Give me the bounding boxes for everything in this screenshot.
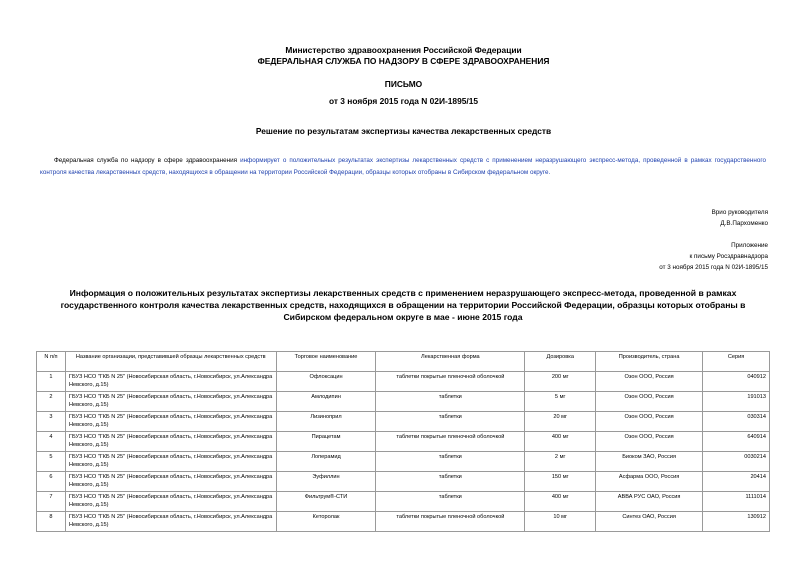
- cell-dose: 20 мг: [525, 412, 596, 432]
- cell-number: 1: [37, 372, 66, 392]
- cell-manufacturer: Озон ООО, Россия: [596, 372, 703, 392]
- cell-trade-name: Кеторолак: [276, 512, 376, 532]
- cell-series: 130912: [703, 512, 770, 532]
- doc-subject: Решение по результатам экспертизы качества лекарственных средств: [255, 126, 552, 136]
- cell-dose: 2 мг: [525, 452, 596, 472]
- signature-block: [712, 207, 768, 229]
- cell-dosage-form: таблетки: [376, 392, 525, 412]
- cell-manufacturer: Озон ООО, Россия: [596, 412, 703, 432]
- cell-series: 1111014: [703, 492, 770, 512]
- appendix-line-2: к письму Росздравнадзора: [689, 253, 768, 260]
- cell-number: 6: [37, 472, 66, 492]
- cell-organization: ГБУЗ НСО "ГКБ N 25" (Новосибирская область, г.Новосибирск, ул.Александра Невского, д.15): [65, 372, 276, 392]
- cell-manufacturer: АВВА РУС ОАО, Россия: [596, 492, 703, 512]
- intro-link-text[interactable]: информирует о положительных результатах экспертизы лекарственных средств с применением неразрушающего экспресс-метода, проведенной в рамках государственного контроля качества лекарственных средств, находящихся в обращении на территории Российской Федерации, образцы которых отобраны в Сибирском федеральном округе.: [40, 157, 767, 176]
- table-row: [37, 492, 770, 512]
- cell-number: 3: [37, 412, 66, 432]
- table-row: [37, 372, 770, 392]
- appendix-line-3: от 3 ноября 2015 года N 02И-1895/15: [659, 264, 768, 271]
- table-row: [37, 512, 770, 532]
- cell-series: 040912: [703, 372, 770, 392]
- signature-name: Д.В.Пархоменко: [720, 220, 768, 227]
- cell-organization: ГБУЗ НСО "ГКБ N 25" (Новосибирская область, г.Новосибирск, ул.Александра Невского, д.15): [65, 412, 276, 432]
- doc-date-number: от 3 ноября 2015 года N 02И-1895/15: [328, 96, 479, 106]
- signature-position: Врио руководителя: [711, 209, 768, 216]
- cell-organization: ГБУЗ НСО "ГКБ N 25" (Новосибирская область, г.Новосибирск, ул.Александра Невского, д.15): [65, 432, 276, 452]
- cell-manufacturer: Озон ООО, Россия: [596, 432, 703, 452]
- col-header-trade-name: Торговое наименование: [276, 352, 376, 372]
- cell-number: 5: [37, 452, 66, 472]
- cell-dosage-form: таблетки: [376, 452, 525, 472]
- cell-series: 20414: [703, 472, 770, 492]
- cell-manufacturer: Синтез ОАО, Россия: [596, 512, 703, 532]
- cell-trade-name: Амлодипин: [276, 392, 376, 412]
- cell-dose: 150 мг: [525, 472, 596, 492]
- appendix-block: [659, 240, 768, 273]
- cell-trade-name: Лоперамид: [276, 452, 376, 472]
- col-header-manufacturer: Производитель, страна: [596, 352, 703, 372]
- appendix-line-1: Приложение: [731, 242, 768, 249]
- cell-manufacturer: Биоком ЗАО, Россия: [596, 452, 703, 472]
- cell-dose: 10 мг: [525, 512, 596, 532]
- cell-manufacturer: Озон ООО, Россия: [596, 392, 703, 412]
- cell-number: 2: [37, 392, 66, 412]
- table-row: [37, 412, 770, 432]
- cell-number: 8: [37, 512, 66, 532]
- cell-trade-name: Лизиноприл: [276, 412, 376, 432]
- cell-manufacturer: Асфарма ООО, Россия: [596, 472, 703, 492]
- cell-organization: ГБУЗ НСО "ГКБ N 25" (Новосибирская область, г.Новосибирск, ул.Александра Невского, д.15): [65, 452, 276, 472]
- cell-dose: 400 мг: [525, 492, 596, 512]
- table-header-row: [37, 352, 770, 372]
- cell-organization: ГБУЗ НСО "ГКБ N 25" (Новосибирская область, г.Новосибирск, ул.Александра Невского, д.15): [65, 392, 276, 412]
- col-header-series: Серия: [703, 352, 770, 372]
- cell-series: 0030214: [703, 452, 770, 472]
- cell-series: 030314: [703, 412, 770, 432]
- cell-dose: 5 мг: [525, 392, 596, 412]
- col-header-dose: Дозировка: [525, 352, 596, 372]
- cell-dosage-form: таблетки покрытые пленочной оболочкой: [376, 432, 525, 452]
- table-row: [37, 392, 770, 412]
- cell-dosage-form: таблетки: [376, 492, 525, 512]
- cell-dosage-form: таблетки покрытые пленочной оболочкой: [376, 512, 525, 532]
- cell-trade-name: Эуфиллин: [276, 472, 376, 492]
- cell-organization: ГБУЗ НСО "ГКБ N 25" (Новосибирская область, г.Новосибирск, ул.Александра Невского, д.15): [65, 472, 276, 492]
- table-row: [37, 432, 770, 452]
- cell-series: 191013: [703, 392, 770, 412]
- doc-type-heading: ПИСЬМО: [384, 79, 423, 89]
- table-row: [37, 452, 770, 472]
- intro-plain-text: Федеральная служба по надзору в сфере здравоохранения: [54, 157, 241, 164]
- cell-trade-name: Офлоксацин: [276, 372, 376, 392]
- cell-number: 4: [37, 432, 66, 452]
- cell-organization: ГБУЗ НСО "ГКБ N 25" (Новосибирская область, г.Новосибирск, ул.Александра Невского, д.15): [65, 492, 276, 512]
- cell-series: 640914: [703, 432, 770, 452]
- col-header-organization: Название организации, представившей образцы лекарственных средств: [65, 352, 276, 372]
- service-heading: ФЕДЕРАЛЬНАЯ СЛУЖБА ПО НАДЗОРУ В СФЕРЕ ЗДРАВООХРАНЕНИЯ: [257, 56, 550, 66]
- results-table: [36, 351, 770, 532]
- info-title: Информация о положительных результатах экспертизы лекарственных средств с применением неразрушающего экспресс-метода, проведенной в рамках государственного контроля качества лекарственных средств, находящихся в обращении на территории Российской Федерации, образцы которых отобраны в Сибирском федеральном округе в мае - июне 2015 года: [60, 288, 746, 322]
- cell-number: 7: [37, 492, 66, 512]
- cell-trade-name: Пирацетам: [276, 432, 376, 452]
- table-row: [37, 472, 770, 492]
- cell-dose: 200 мг: [525, 372, 596, 392]
- ministry-heading: Министерство здравоохранения Российской Федерации: [285, 45, 522, 55]
- cell-dosage-form: таблетки покрытые пленочной оболочкой: [376, 372, 525, 392]
- cell-organization: ГБУЗ НСО "ГКБ N 25" (Новосибирская область, г.Новосибирск, ул.Александра Невского, д.15): [65, 512, 276, 532]
- intro-paragraph: [40, 155, 766, 179]
- cell-dosage-form: таблетки: [376, 412, 525, 432]
- cell-dose: 400 мг: [525, 432, 596, 452]
- cell-dosage-form: таблетки: [376, 472, 525, 492]
- cell-trade-name: Фильтрум®-СТИ: [276, 492, 376, 512]
- col-header-number: N п/п: [37, 352, 66, 372]
- col-header-dosage-form: Лекарственная форма: [376, 352, 525, 372]
